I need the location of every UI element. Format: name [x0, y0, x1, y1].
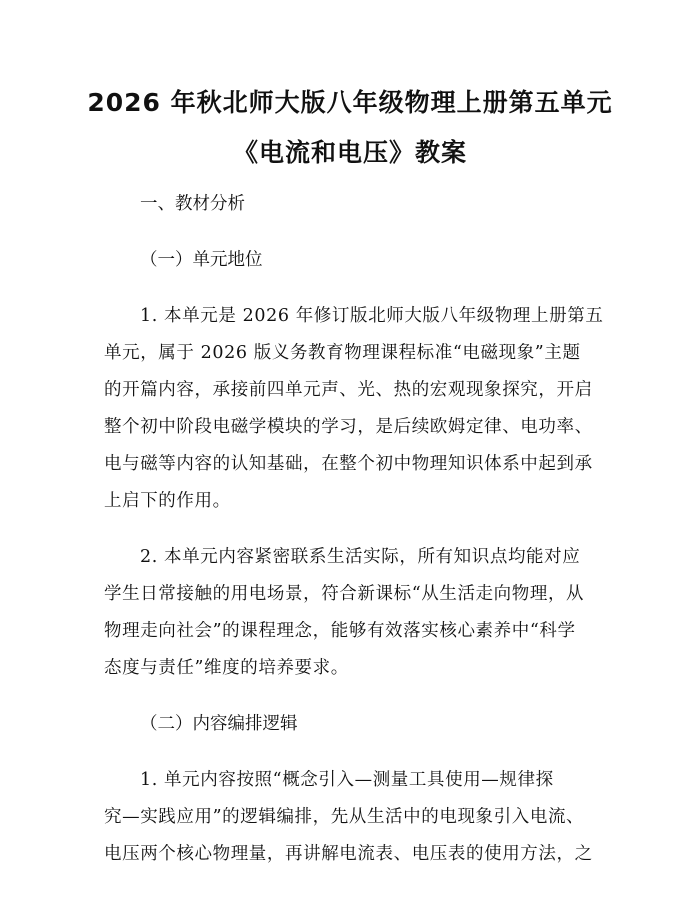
paragraph-3-line-2: 究—实践应用”的逻辑编排，先从生活中的电现象引入电流、 — [104, 807, 585, 827]
paragraph-2-line-4: 态度与责任”维度的培养要求。 — [104, 658, 349, 678]
title-line-2: 《电流和电压》教案 — [232, 138, 467, 167]
paragraph-2-line-1: 2. 本单元内容紧密联系生活实际，所有知识点均能对应 — [140, 547, 581, 567]
paragraph-1-line-1: 1. 本单元是 2026 年修订版北师大版八年级物理上册第五 — [140, 306, 604, 326]
document-body — [104, 186, 604, 892]
section-heading-textbook-analysis: 一、教材分析 — [140, 194, 245, 214]
paragraph-3-line-1: 1. 单元内容按照“概念引入—测量工具使用—规律探 — [140, 770, 554, 790]
paragraph-2 — [104, 539, 600, 687]
paragraph-1-line-3: 的开篇内容，承接前四单元声、光、热的宏观现象探究，开启 — [104, 380, 593, 400]
paragraph-1 — [104, 298, 604, 520]
paragraph-2-line-3: 物理走向社会”的课程理念，能够有效落实核心素养中“科学 — [104, 621, 576, 641]
subsection-heading-unit-position: （一）单元地位 — [140, 250, 263, 270]
paragraph-2-line-2: 学生日常接触的用电场景，符合新课标“从生活走向物理，从 — [104, 584, 585, 604]
paragraph-1-line-2: 单元，属于 2026 版义务教育物理课程标准“电磁现象”主题 — [104, 343, 581, 363]
document-title — [0, 78, 700, 178]
title-line-1: 2026 年秋北师大版八年级物理上册第五单元 — [87, 88, 613, 117]
paragraph-3 — [104, 762, 600, 873]
paragraph-1-line-5: 电与磁等内容的认知基础，在整个初中物理知识体系中起到承 — [104, 454, 593, 474]
paragraph-1-line-4: 整个初中阶段电磁学模块的学习，是后续欧姆定律、电功率、 — [104, 417, 593, 437]
paragraph-1-line-6: 上启下的作用。 — [104, 491, 231, 511]
paragraph-3-line-3: 电压两个核心物理量，再讲解电流表、电压表的使用方法，之 — [104, 844, 593, 864]
subsection-heading-content-logic: （二）内容编排逻辑 — [140, 714, 298, 734]
